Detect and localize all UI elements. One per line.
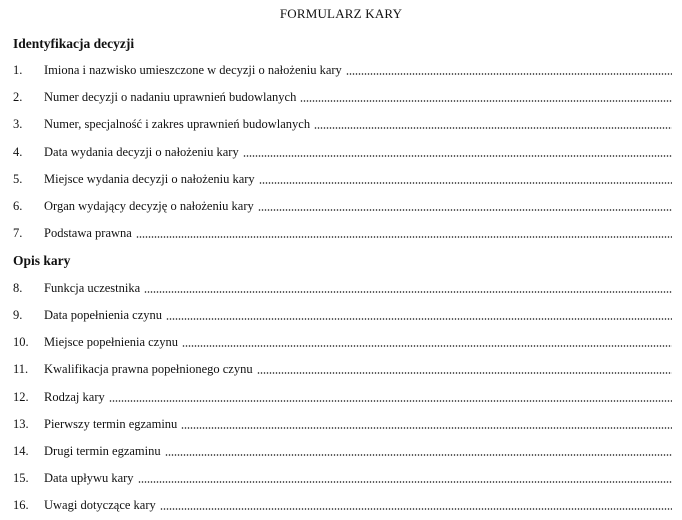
row-label: Numer decyzji o nadaniu uprawnień budowlanych	[44, 90, 297, 104]
form-row-12	[13, 390, 672, 406]
form-row-9	[13, 308, 672, 324]
row-label: Data popełnienia czynu	[44, 308, 163, 322]
form-row-4	[13, 145, 672, 161]
dotted-fill-line	[165, 454, 672, 456]
form-row-16	[13, 498, 672, 514]
row-number: 16.	[13, 498, 29, 512]
form-row-8	[13, 281, 672, 297]
form-row-10	[13, 335, 672, 351]
row-label: Data wydania decyzji o nałożeniu kary	[44, 145, 239, 159]
form-row-13	[13, 417, 672, 433]
row-label: Miejsce wydania decyzji o nałożeniu kary	[44, 172, 255, 186]
row-label: Kwalifikacja prawna popełnionego czynu	[44, 362, 253, 376]
section-heading-identyfikacja: Identyfikacja decyzji	[13, 36, 135, 51]
row-label: Data upływu kary	[44, 471, 134, 485]
row-number: 11.	[13, 362, 29, 376]
row-label: Rodzaj kary	[44, 390, 105, 404]
form-row-11	[13, 362, 672, 378]
row-number: 6.	[13, 199, 23, 213]
row-label: Funkcja uczestnika	[44, 281, 141, 295]
row-label: Uwagi dotyczące kary	[44, 498, 156, 512]
dotted-fill-line	[181, 427, 672, 429]
dotted-fill-line	[243, 155, 672, 157]
dotted-fill-line	[182, 345, 672, 347]
row-label: Numer, specjalność i zakres uprawnień budowlanych	[44, 117, 311, 131]
dotted-fill-line	[258, 209, 672, 211]
dotted-fill-line	[160, 508, 672, 510]
row-label: Pierwszy termin egzaminu	[44, 417, 178, 431]
row-number: 15.	[13, 471, 29, 485]
dotted-fill-line	[300, 100, 672, 102]
dotted-fill-line	[314, 127, 672, 129]
row-number: 7.	[13, 226, 23, 240]
row-number: 9.	[13, 308, 23, 322]
row-label: Drugi termin egzaminu	[44, 444, 161, 458]
row-number: 12.	[13, 390, 29, 404]
dotted-fill-line	[144, 291, 672, 293]
row-number: 5.	[13, 172, 23, 186]
form-row-6	[13, 199, 672, 215]
section-heading-opis-kary: Opis kary	[13, 253, 71, 268]
row-label: Miejsce popełnienia czynu	[44, 335, 178, 349]
form-row-5	[13, 172, 672, 188]
row-label: Imiona i nazwisko umieszczone w decyzji o nałożeniu kary	[44, 63, 342, 77]
dotted-fill-line	[259, 182, 672, 184]
dotted-fill-line	[109, 400, 672, 402]
dotted-fill-line	[166, 318, 672, 320]
form-row-15	[13, 471, 672, 487]
row-number: 14.	[13, 444, 29, 458]
form-row-2	[13, 90, 672, 106]
dotted-fill-line	[138, 481, 672, 483]
row-number: 3.	[13, 117, 23, 131]
row-number: 2.	[13, 90, 23, 104]
dotted-fill-line	[346, 73, 672, 75]
dotted-fill-line	[136, 236, 672, 238]
row-number: 13.	[13, 417, 29, 431]
row-label: Podstawa prawna	[44, 226, 132, 240]
row-number: 10.	[13, 335, 29, 349]
row-number: 4.	[13, 145, 23, 159]
form-row-3	[13, 117, 672, 133]
form-row-7	[13, 226, 672, 242]
dotted-fill-line	[257, 372, 672, 374]
row-number: 1.	[13, 63, 23, 77]
row-label: Organ wydający decyzję o nałożeniu kary	[44, 199, 254, 213]
form-row-1	[13, 63, 672, 79]
form-row-14	[13, 444, 672, 460]
document-title: FORMULARZ KARY	[279, 6, 403, 21]
row-number: 8.	[13, 281, 23, 295]
